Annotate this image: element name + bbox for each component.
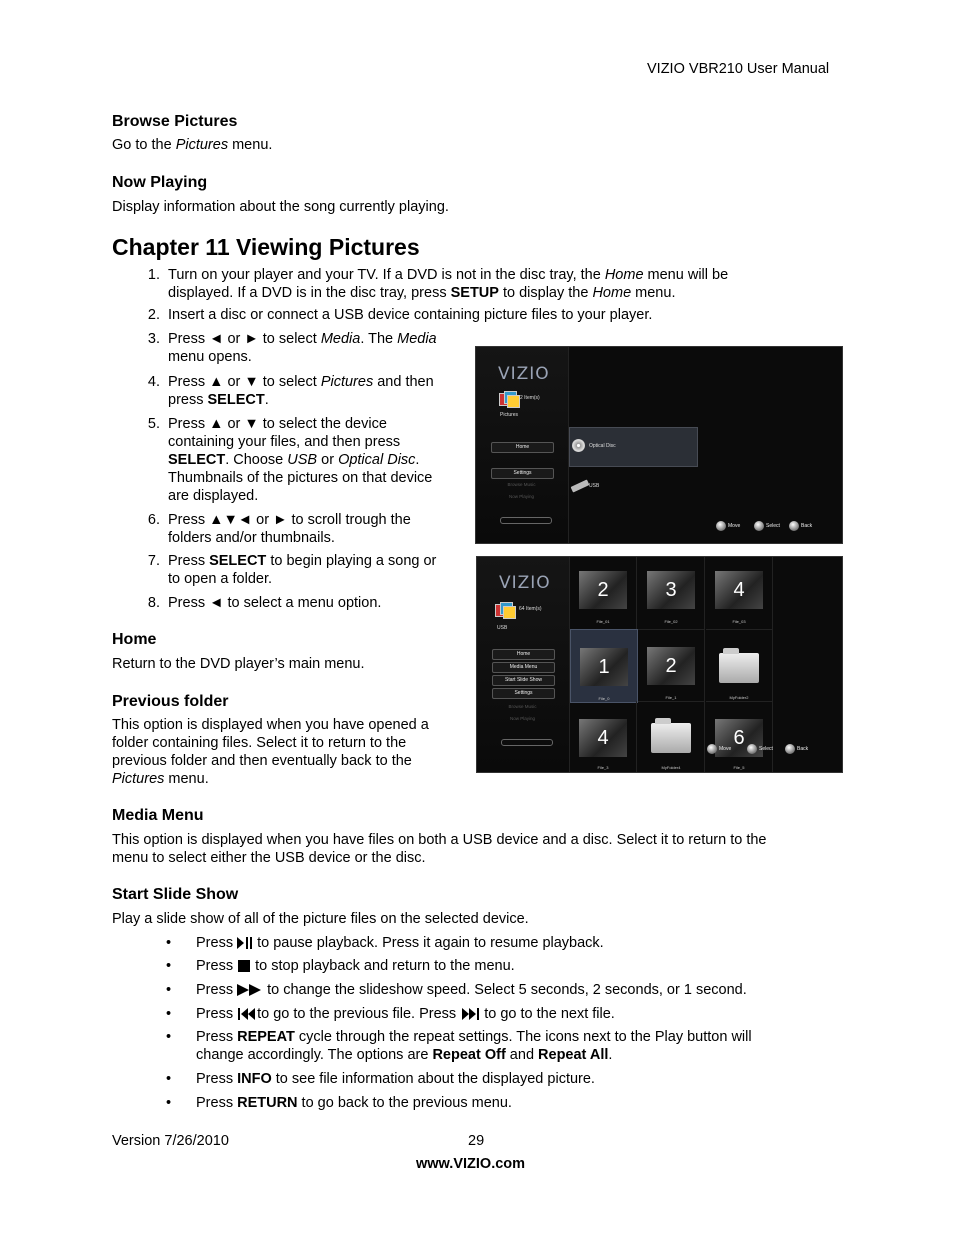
footer-website[interactable]: www.VIZIO.com — [416, 1156, 526, 1172]
menu-settings[interactable]: Settings — [491, 468, 554, 479]
item-count: 64 Item(s) — [519, 606, 542, 612]
grid-cell[interactable] — [638, 557, 705, 630]
heading-now-playing: Now Playing — [112, 174, 208, 191]
thumbnail-caption: MyFolder4 — [661, 765, 681, 770]
menu-browse-music: Browse Music — [508, 704, 537, 709]
grid-cell[interactable] — [570, 701, 637, 773]
thumbnail-caption: File_02 — [664, 619, 678, 624]
previous-folder-text: This option is displayed when you have opened a folder containing files. Select it to return to the previous folder and then eventually back to the Pictures menu. — [112, 717, 429, 787]
control-select: Select — [754, 521, 780, 531]
menu-media-menu[interactable]: Media Menu — [492, 662, 555, 673]
thumbnail-caption: File_3 — [597, 765, 609, 770]
heading-home: Home — [112, 631, 157, 648]
control-back: Back — [789, 521, 812, 531]
menu-home[interactable]: Home — [492, 649, 555, 660]
screenshot-media-menu — [475, 346, 843, 544]
heading-browse-pictures: Browse Pictures — [112, 113, 238, 130]
play-pause-icon — [237, 936, 253, 950]
grid-cell-selected[interactable] — [570, 629, 638, 703]
previous-icon — [237, 1007, 257, 1021]
thumbnail: 1 — [580, 648, 628, 686]
thumbnail-caption: File_1 — [665, 695, 677, 700]
thumbnail: 2 — [579, 571, 627, 609]
scrollbar[interactable] — [501, 739, 553, 746]
footer-version: Version 7/26/2010 — [112, 1133, 229, 1149]
chapter-title: Chapter 11 Viewing Pictures — [112, 234, 420, 260]
now-playing-text: Display information about the song currently playing. — [112, 199, 449, 215]
browse-pictures-text: Go to the Pictures menu. — [112, 137, 273, 153]
thumbnail-caption: File_03 — [732, 619, 746, 624]
disc-icon — [572, 439, 585, 452]
control-move: Move — [716, 521, 740, 531]
category-label: USB — [497, 625, 508, 631]
running-header: VIZIO VBR210 User Manual — [647, 61, 830, 77]
thumbnail: 6 — [715, 719, 763, 757]
control-move: Move — [707, 744, 731, 754]
grid-cell[interactable] — [638, 629, 705, 702]
grid-cell[interactable] — [706, 557, 773, 630]
page-number: 29 — [468, 1133, 485, 1149]
thumbnail-caption: MyFolder2 — [729, 695, 749, 700]
grid-cell[interactable] — [638, 701, 705, 773]
menu-now-playing: Now Playing — [509, 716, 535, 721]
thumbnail: 2 — [647, 647, 695, 685]
thumbnail-caption: File_0 — [598, 696, 610, 701]
thumbnail-caption: File_5 — [733, 765, 745, 770]
heading-media-menu: Media Menu — [112, 807, 204, 824]
folder-icon — [719, 653, 759, 683]
menu-settings[interactable]: Settings — [492, 688, 555, 699]
thumbnail: 4 — [579, 719, 627, 757]
grid-cell[interactable] — [706, 701, 773, 773]
item-usb-label: USB — [589, 483, 600, 489]
menu-now-playing: Now Playing — [508, 494, 534, 499]
thumbnail: 3 — [647, 571, 695, 609]
scrollbar[interactable] — [500, 517, 552, 524]
control-back: Back — [785, 744, 808, 754]
vizio-logo: VIZIO — [498, 364, 550, 384]
category-label: Pictures — [500, 412, 519, 418]
grid-cell[interactable] — [570, 557, 637, 630]
stop-icon — [237, 959, 251, 973]
media-menu-text: This option is displayed when you have files on both a USB device and a disc. Select it to return to the menu to select either the USB device or the disc. — [112, 832, 767, 866]
pictures-icon — [499, 391, 519, 407]
menu-start-slide-show[interactable]: Start Slide Show — [492, 675, 555, 686]
start-slide-show-text: Play a slide show of all of the picture files on the selected device. — [112, 911, 529, 927]
thumbnail: 4 — [715, 571, 763, 609]
item-optical-disc-label: Optical Disc — [589, 443, 616, 449]
pictures-icon — [495, 602, 515, 618]
home-text: Return to the DVD player’s main menu. — [112, 656, 365, 672]
folder-icon — [651, 723, 691, 753]
fast-forward-icon — [237, 983, 263, 997]
next-icon — [460, 1007, 480, 1021]
grid-cell[interactable] — [706, 629, 773, 702]
heading-previous-folder: Previous folder — [112, 693, 229, 710]
usb-icon — [571, 479, 590, 492]
vizio-logo: VIZIO — [499, 573, 551, 593]
screenshot-usb-thumbnails — [476, 556, 843, 773]
menu-home[interactable]: Home — [491, 442, 554, 453]
item-count: 2 Item(s) — [520, 395, 540, 401]
heading-start-slide-show: Start Slide Show — [112, 886, 239, 903]
menu-browse-music: Browse Music — [507, 482, 536, 487]
thumbnail-caption: File_01 — [596, 619, 610, 624]
control-select: Select — [747, 744, 773, 754]
